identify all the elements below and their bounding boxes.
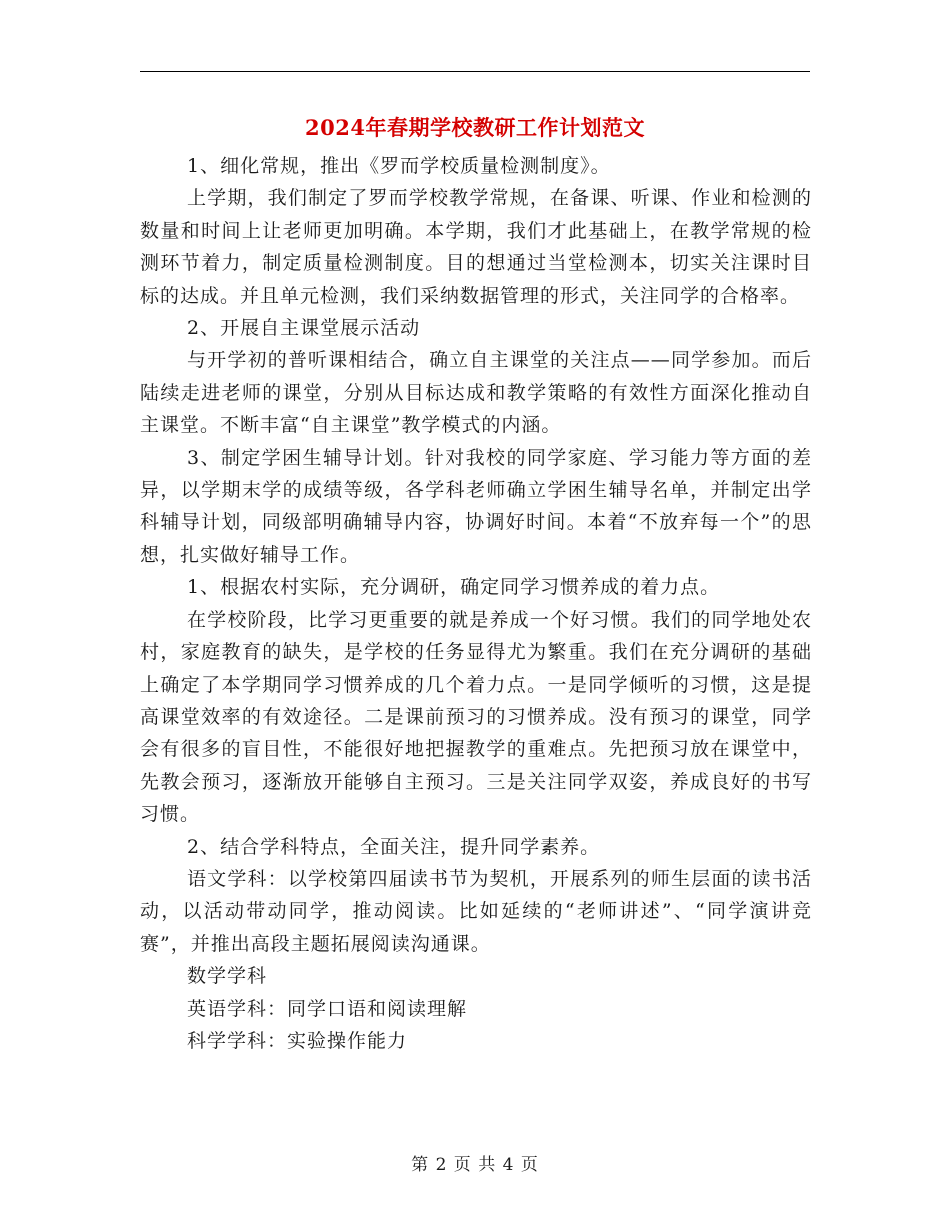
paragraph: 3、制定学困生辅导计划。针对我校的同学家庭、学习能力等方面的差异，以学期末学的成绩等级，各学科老师确立学困生辅导名单，并制定出学科辅导计划，同级部明确辅导内容，协调好时间。本着“不放弃每一个”的思想，扎实做好辅导工作。 xyxy=(140,446,812,566)
document-title: 2024年春期学校教研工作计划范文 xyxy=(305,115,645,140)
paragraph: 语文学科：以学校第四届读书节为契机，开展系列的师生层面的读书活动，以活动带动同学，推动阅读。比如延续的“老师讲述”、“同学演讲竞赛”，并推出高段主题拓展阅读沟通课。 xyxy=(140,867,812,955)
paragraph: 1、根据农村实际，充分调研，确定同学习惯养成的着力点。 xyxy=(187,576,721,599)
page-footer: 第 2 页 共 4 页 xyxy=(411,1155,539,1175)
paragraph: 在学校阶段，比学习更重要的就是养成一个好习惯。我们的同学地处农村，家庭教育的缺失，是学校的任务显得尤为繁重。我们在充分调研的基础上确定了本学期同学习惯养成的几个着力点。一是同学倾听的习惯，这是提高课堂效率的有效途径。二是课前预习的习惯养成。没有预习的课堂，同学会有很多的盲目性，不能很好地把握教学的重难点。先把预习放在课堂中，先教会预习，逐渐放开能够自主预习。三是关注同学双姿，养成良好的书写习惯。 xyxy=(140,608,812,826)
header-rule xyxy=(140,71,810,72)
paragraph: 科学学科：实验操作能力 xyxy=(187,1029,408,1052)
paragraph: 与开学初的普听课相结合，确立自主课堂的关注点——同学参加。而后陆续走进老师的课堂，分别从目标达成和教学策略的有效性方面深化推动自主课堂。不断丰富“自主课堂”教学模式的内涵。 xyxy=(140,349,812,437)
paragraph: 1、细化常规，推出《罗而学校质量检测制度》。 xyxy=(187,155,611,177)
paragraph: 英语学科：同学口语和阅读理解 xyxy=(187,997,468,1020)
document-body xyxy=(140,150,812,1057)
paragraph: 上学期，我们制定了罗而学校教学常规，在备课、听课、作业和检测的数量和时间上让老师更加明确。本学期，我们才此基础上，在教学常规的检测环节着力，制定质量检测制度。目的想通过当堂检测本，切实关注课时目标的达成。并且单元检测，我们采纳数据管理的形式，关注同学的合格率。 xyxy=(140,187,812,307)
paragraph: 数学学科 xyxy=(187,965,268,988)
paragraph: 2、结合学科特点，全面关注，提升同学素养。 xyxy=(187,835,601,858)
paragraph: 2、开展自主课堂展示活动 xyxy=(187,317,421,340)
